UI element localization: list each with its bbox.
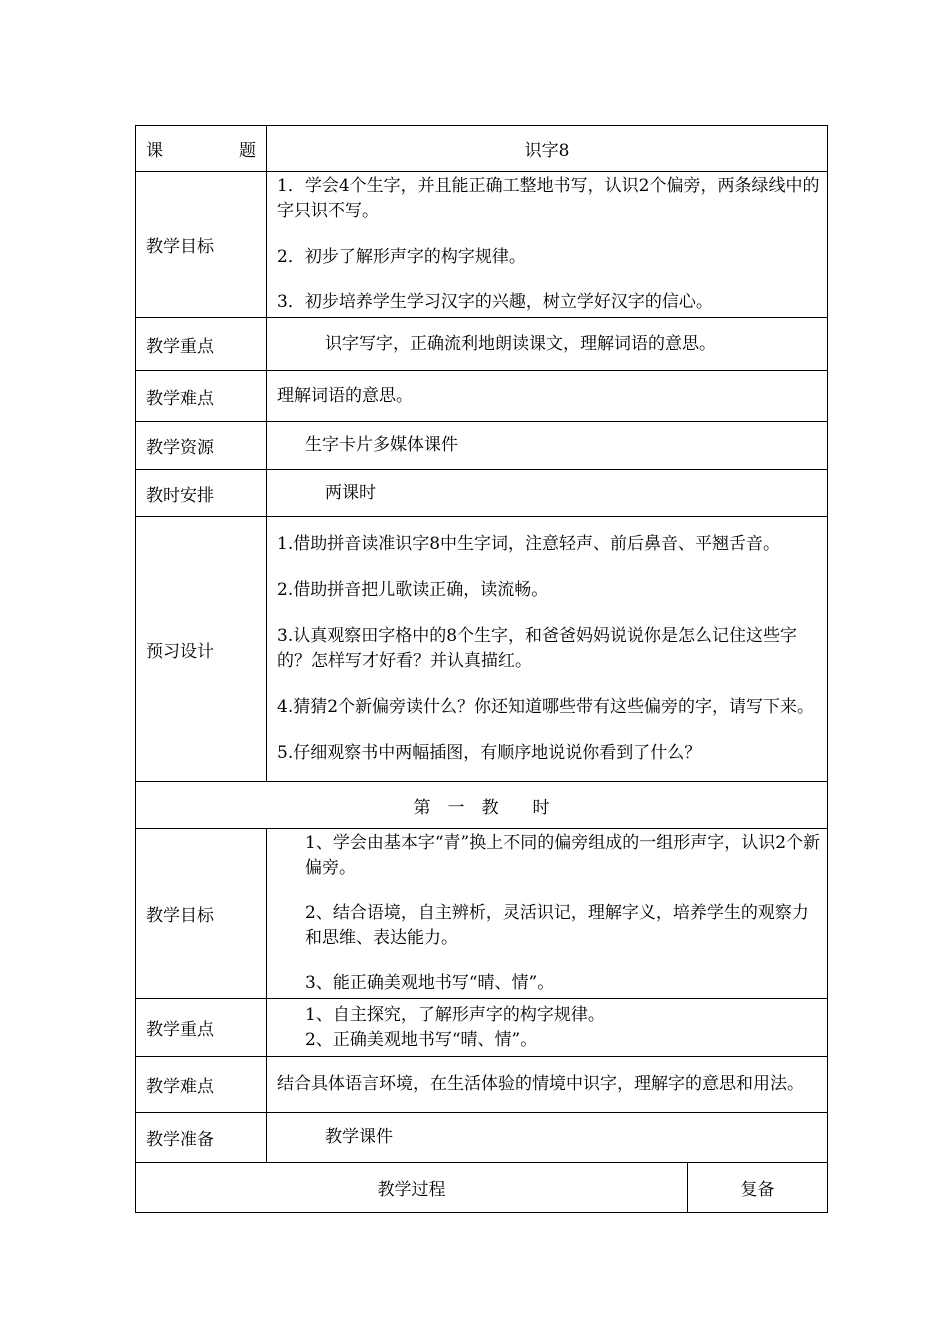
goals-row [136,172,828,318]
period-goal-item: 1、学会由基本字“青”换上不同的偏旁组成的一组形声字，认识2个新偏旁。 [305,833,821,878]
period-heading: 第 一 教 时 [136,782,828,828]
preview-item: 1.借助拼音读准识字8中生字词，注意轻声、前后鼻音、平翘舌音。 [277,534,781,554]
preview-item: 5.仔细观察书中两幅插图，有顺序地说说你看到了什么？ [277,743,702,763]
prep-row [136,1113,828,1163]
key-content: 识字写字，正确流利地朗读课文，理解词语的意思。 [325,333,716,354]
lesson-plan-table [135,125,828,1213]
title-row [136,126,828,172]
period-key-label: 教学重点 [136,999,267,1056]
key-row [136,318,828,371]
period-goals-row [136,829,828,999]
goals-label: 教学目标 [136,172,267,317]
period-difficulty-row [136,1057,828,1113]
schedule-row [136,470,828,517]
period-goals-content [267,829,828,998]
schedule-label: 教时安排 [136,470,267,516]
preview-item: 2.借助拼音把儿歌读正确，读流畅。 [277,580,549,600]
title-label-char-1: 课 [146,141,163,161]
period-heading-row [136,782,828,829]
key-label: 教学重点 [136,318,267,370]
period-key-content [267,999,828,1056]
period-difficulty-content: 结合具体语言环境，在生活体验的情境中识字，理解字的意思和用法。 [277,1074,804,1094]
resources-row [136,422,828,470]
resources-label: 教学资源 [136,422,267,469]
preview-item: 4.猜猜2个新偏旁读什么？你还知道哪些带有这些偏旁的字，请写下来。 [277,697,815,717]
resources-content: 生字卡片多媒体课件 [305,435,458,455]
period-key-item: 1、自主探究，了解形声字的构字规律。 [305,1004,605,1025]
prep-label: 教学准备 [136,1113,267,1162]
difficulty-content: 理解词语的意思。 [277,385,413,406]
preview-label: 预习设计 [136,517,267,781]
lesson-title: 识字8 [267,126,828,171]
process-header: 教学过程 [136,1163,688,1212]
title-label-char-2: 题 [239,141,256,161]
period-key-row [136,999,828,1057]
period-goal-item: 3、能正确美观地书写“晴、情”。 [305,973,555,993]
period-difficulty-label: 教学难点 [136,1057,267,1112]
process-header-row [136,1163,828,1213]
period-goals-label: 教学目标 [136,829,267,998]
goal-item: 3．初步培养学生学习汉字的兴趣，树立学好汉字的信心。 [277,292,713,312]
prep-content: 教学课件 [325,1127,393,1147]
preview-row [136,517,828,782]
preview-content [267,517,828,781]
title-label [136,126,267,171]
goal-item: 2．初步了解形声字的构字规律。 [277,246,526,267]
period-key-item: 2、正确美观地书写“晴、情”。 [305,1029,538,1050]
period-goal-item: 2、结合语境，自主辨析，灵活识记，理解字义，培养学生的观察力和思维、表达能力。 [305,903,809,948]
difficulty-row [136,371,828,422]
difficulty-label: 教学难点 [136,371,267,421]
preview-item: 3.认真观察田字格中的8个生字，和爸爸妈妈说说你是怎么记住这些字的？怎样写才好看？并认真描红。 [277,626,798,671]
goal-item: 1．学会4个生字，并且能正确工整地书写，认识2个偏旁，两条绿线中的字只识不写。 [277,176,820,221]
goals-content [267,172,828,317]
schedule-content: 两课时 [325,482,376,503]
review-header: 复备 [688,1163,828,1212]
